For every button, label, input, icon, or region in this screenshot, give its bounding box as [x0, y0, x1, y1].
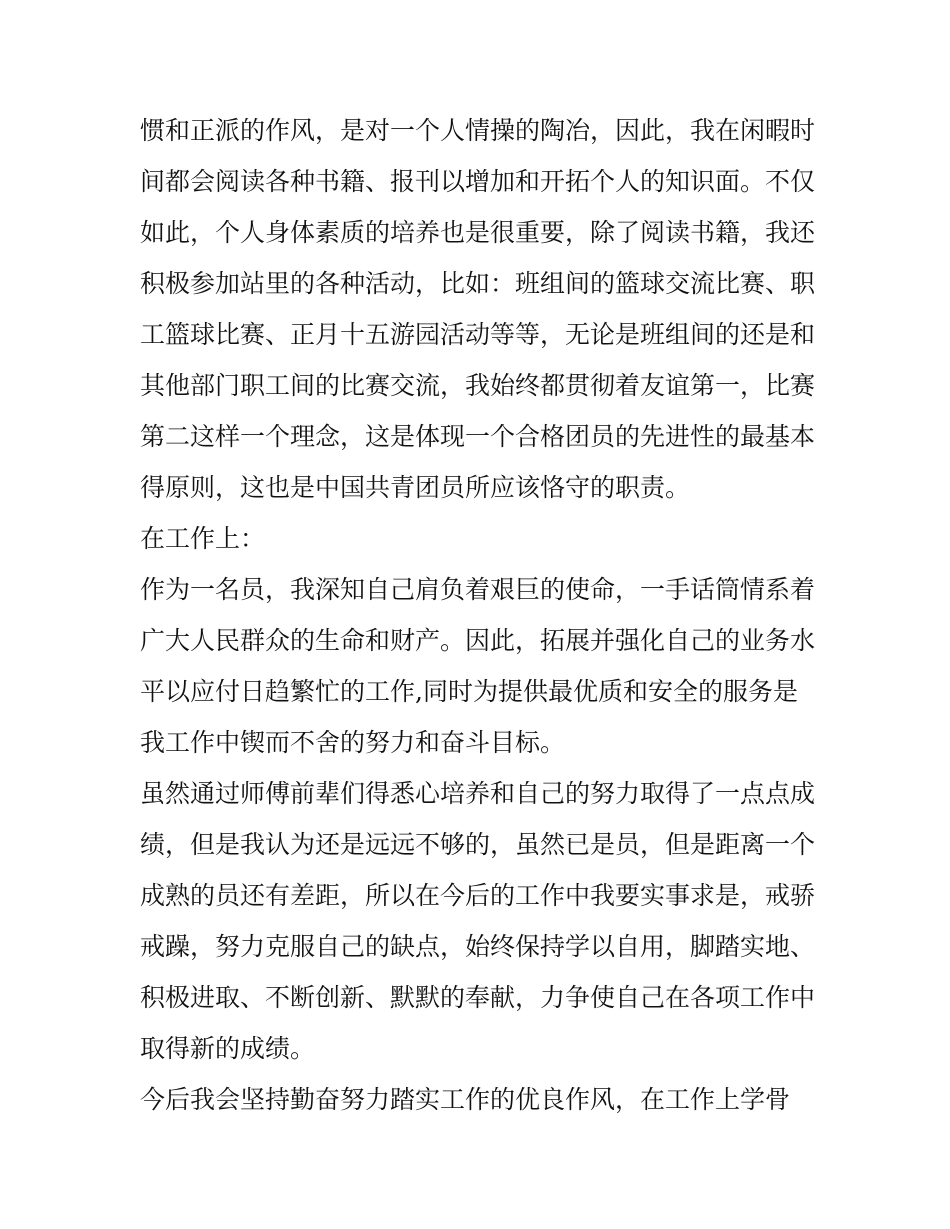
text-line: 得原则，这也是中国共青团员所应该恪守的职责。	[140, 473, 691, 502]
text-line: 平以应付日趋繁忙的工作,同时为提供最优质和安全的服务是	[140, 677, 798, 706]
text-line: 其他部门职工间的比赛交流，我始终都贯彻着友谊第一，比赛	[140, 371, 815, 400]
text-line: 工篮球比赛、正月十五游园活动等等，无论是班组间的还是和	[140, 320, 815, 349]
body-text	[140, 105, 815, 1125]
text-line: 如此，个人身体素质的培养也是很重要，除了阅读书籍，我还	[140, 218, 815, 247]
text-line: 绩，但是我认为还是远远不够的，虽然已是员，但是距离一个	[140, 830, 815, 859]
text-line: 惯和正派的作风，是对一个人情操的陶冶，因此，我在闲暇时	[140, 116, 815, 145]
text-line: 戒躁，努力克服自己的缺点，始终保持学以自用，脚踏实地、	[140, 932, 815, 961]
text-line: 今后我会坚持勤奋努力踏实工作的优良作风，在工作上学骨	[140, 1085, 791, 1114]
text-line: 积极进取、不断创新、默默的奉献，力争使自己在各项工作中	[140, 983, 815, 1012]
text-line: 积极参加站里的各种活动，比如：班组间的篮球交流比赛、职	[140, 269, 815, 298]
text-line: 我工作中锲而不舍的努力和奋斗目标。	[140, 728, 566, 757]
text-line: 成熟的员还有差距，所以在今后的工作中我要实事求是，戒骄	[140, 881, 815, 910]
text-line: 广大人民群众的生命和财产。因此，拓展并强化自己的业务水	[140, 626, 815, 655]
text-line: 取得新的成绩。	[140, 1034, 316, 1063]
text-line: 第二这样一个理念，这是体现一个合格团员的先进性的最基本	[140, 422, 815, 451]
text-line: 间都会阅读各种书籍、报刊以增加和开拓个人的知识面。不仅	[140, 167, 815, 196]
text-line: 虽然通过师傅前辈们得悉心培养和自己的努力取得了一点点成	[140, 779, 815, 808]
text-line: 作为一名员，我深知自己肩负着艰巨的使命，一手话筒情系着	[140, 575, 815, 604]
section-heading: 在工作上：	[140, 524, 266, 553]
